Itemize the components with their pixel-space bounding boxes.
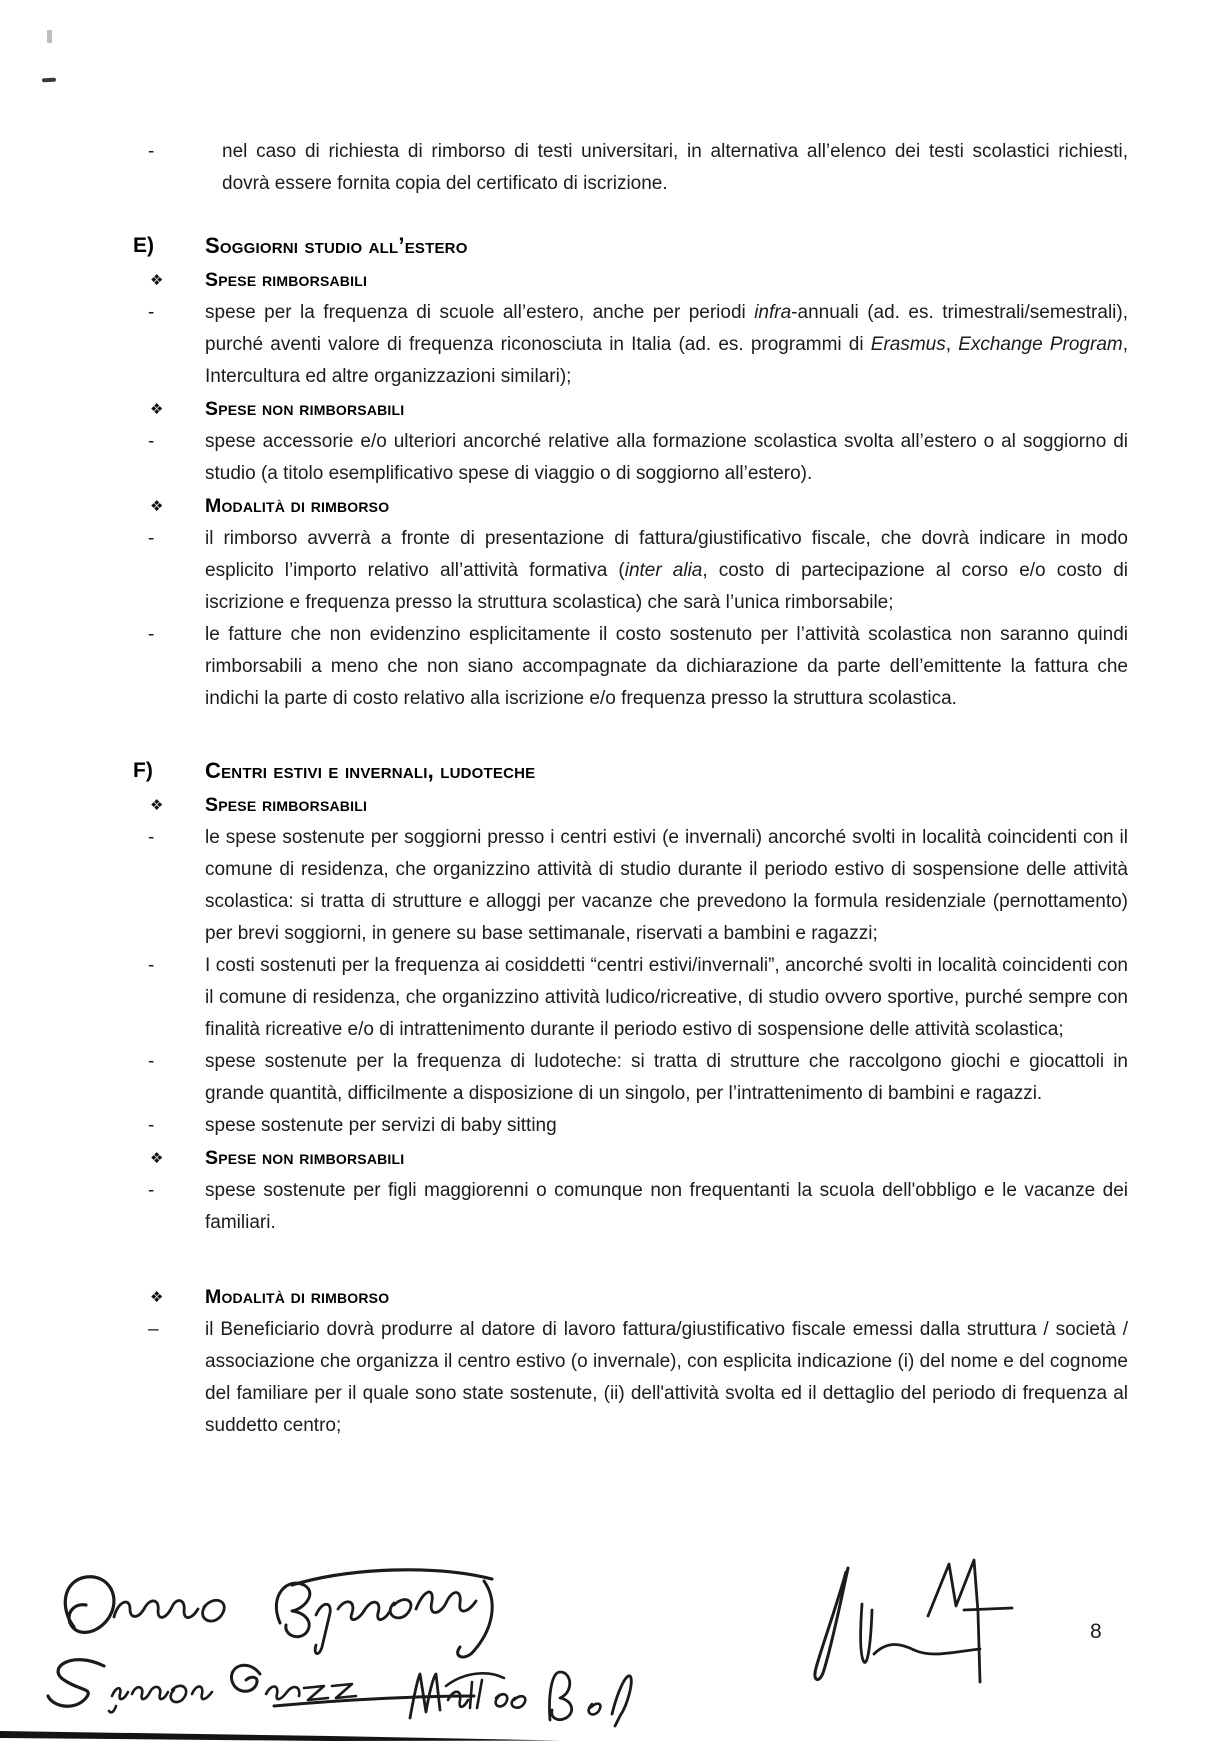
signature-initials xyxy=(800,1552,1015,1697)
subheading-spese-rimborsabili-e: ❖ Spese rimborsabili xyxy=(205,264,1128,297)
bullet-baby-sitting: - spese sostenute per servizi di baby sitting xyxy=(205,1110,1128,1142)
bullet-dash-marker: - xyxy=(148,955,155,976)
bullet-dash-marker: - xyxy=(148,624,155,645)
scan-speck-artifact xyxy=(47,30,52,43)
diamond-bullet-icon: ❖ xyxy=(150,797,164,814)
bullet-spese-accessorie: - spese accessorie e/o ulteriori ancorché relative alla formazione scolastica svolta all’estero o al soggiorno di studio (a titolo esemplificativo spese di viaggio o di soggiorno all’estero). xyxy=(205,426,1128,490)
diamond-bullet-icon: ❖ xyxy=(150,498,164,515)
bullet-dash-marker: – xyxy=(148,1319,159,1340)
bullet-spese-soggiorni-centri-estivi: - le spese sostenute per soggiorni presso i centri estivi (e invernali) ancorché svolti in località coincidenti con il comune di residenza, che organizzino attività di studio durante il periodo estivo di sospensione delle attività scolastica: si tratta di strutture e alloggi per vacanze che prevedono la formula residenziale (pernottamento) per brevi soggiorni, in genere su base settimanale, riservati a bambini e ragazzi; xyxy=(205,822,1128,950)
bullet-spese-frequenza-estero: - spese per la frequenza di scuole all’estero, anche per periodi infra-annuali (ad. es. trimestrali/semestrali), purché aventi valore di frequenza riconosciuta in Italia (ad. es. programmi di Erasmus, Exchange Program, Intercultura ed altre organizzazioni similari); xyxy=(205,297,1128,393)
bullet-dash-marker: - xyxy=(148,528,155,549)
bullet-dash-marker: - xyxy=(148,1180,155,1201)
bullet-costi-centri-estivi-invernali: - I costi sostenuti per la frequenza ai cosiddetti “centri estivi/invernali”, ancorché svolti in località coincidenti con il comune di residenza, che organizzino attività ludico/ricreative, di studio ovvero sportive, purché sempre con finalità ricreative e/o di intrattenimento durante il periodo estivo di sospensione delle attività scolastica; xyxy=(205,950,1128,1046)
scan-dash-artifact xyxy=(42,78,56,83)
diamond-bullet-icon: ❖ xyxy=(150,1150,164,1167)
bullet-figli-maggiorenni: - spese sostenute per figli maggiorenni o comunque non frequentanti la scuola dell'obbligo e le vacanze dei familiari. xyxy=(205,1175,1128,1239)
section-f-title: Centri estivi e invernali, ludoteche xyxy=(205,758,536,783)
diamond-bullet-icon: ❖ xyxy=(150,401,164,418)
intro-bullet-text: nel caso di richiesta di rimborso di testi universitari, in alternativa all’elenco dei testi scolastici richiesti, dovrà essere fornita copia del certificato di iscrizione. xyxy=(222,141,1128,194)
subheading-spese-rimborsabili-f: ❖ Spese rimborsabili xyxy=(205,789,1128,822)
section-e-label: E) xyxy=(133,234,154,257)
bullet-dash-marker: - xyxy=(148,1115,155,1136)
section-f-heading xyxy=(133,755,1128,789)
subheading-spese-non-rimborsabili-f: ❖ Spese non rimborsabili xyxy=(205,1142,1128,1175)
bullet-rimborso-fattura: - il rimborso avverrà a fronte di presentazione di fattura/giustificativo fiscale, che dovrà indicare in modo esplicito l’importo relativo all’attività formativa (inter alia, costo di partecipazione al corso e/o costo di iscrizione e frequenza presso la struttura scolastica) che sarà l’unica rimborsabile; xyxy=(205,523,1128,619)
diamond-bullet-icon: ❖ xyxy=(150,272,164,289)
subheading-modalita-rimborso-e: ❖ Modalità di rimborso xyxy=(205,490,1128,523)
bullet-spese-ludoteche: - spese sostenute per la frequenza di ludoteche: si tratta di strutture che raccolgono giochi e giocattoli in grande quantità, difficilmente a disposizione di un singolo, per l’intrattenimento di bambini e ragazzi. xyxy=(205,1046,1128,1110)
section-e-heading xyxy=(133,230,1128,264)
bullet-dash-marker: - xyxy=(148,302,155,323)
section-f-label: F) xyxy=(133,759,153,782)
page-number: 8 xyxy=(1090,1620,1102,1643)
bullet-dash-marker: - xyxy=(148,827,155,848)
scan-edge-line-artifact xyxy=(0,1728,600,1744)
intro-bullet xyxy=(148,136,1128,200)
bullet-beneficiario-fattura: – il Beneficiario dovrà produrre al datore di lavoro fattura/giustificativo fiscale emessi dalla struttura / società / associazione che organizza il centro estivo (o invernale), con esplicita indicazione (i) del nome e del cognome del familiare per il quale sono state sostenute, (ii) dell'attività svolta ed il dettaglio del periodo di frequenza al suddetto centro; xyxy=(205,1314,1128,1442)
bullet-dash-marker: - xyxy=(148,141,155,162)
document-body xyxy=(133,136,1129,1442)
bullet-fatture-non-evidenzino: - le fatture che non evidenzino esplicitamente il costo sostenuto per l’attività scolastica non saranno quindi rimborsabili a meno che non siano accompagnate da dichiarazione da parte dell’emittente la fattura che indichi la parte di costo relativo alla iscrizione e/o frequenza presso la struttura scolastica. xyxy=(205,619,1128,715)
subheading-spese-non-rimborsabili-e: ❖ Spese non rimborsabili xyxy=(205,393,1128,426)
bullet-dash-marker: - xyxy=(148,431,155,452)
section-e-title: Soggiorni studio all’estero xyxy=(205,233,468,258)
bullet-dash-marker: - xyxy=(148,1051,155,1072)
diamond-bullet-icon: ❖ xyxy=(150,1289,164,1306)
subheading-modalita-rimborso-f: ❖ Modalità di rimborso xyxy=(205,1281,1128,1314)
